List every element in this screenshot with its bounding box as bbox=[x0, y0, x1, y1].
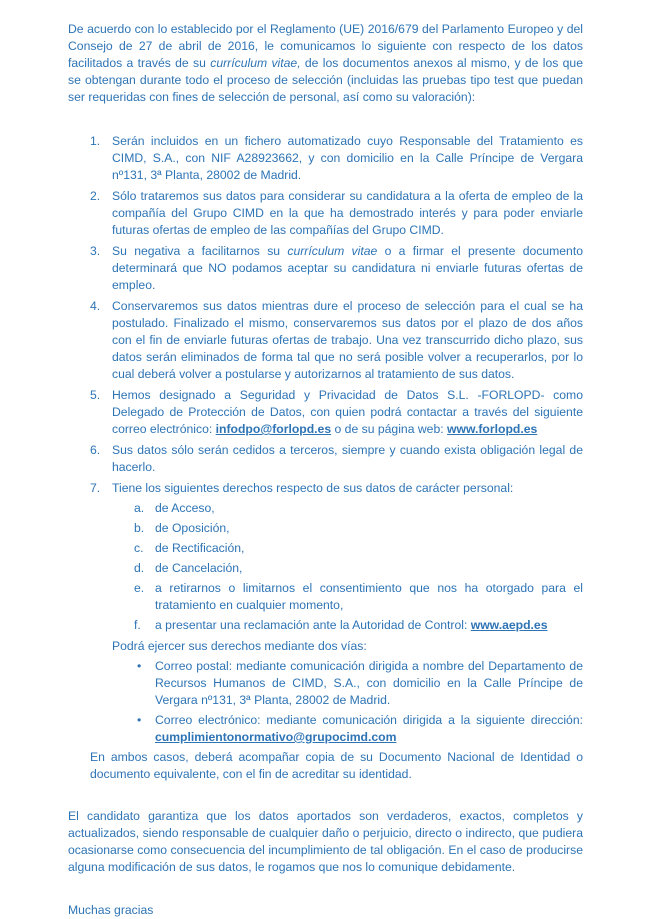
item-text-end: o a firmar el presente documento determinará que NO podamos aceptar su candidatura ni enviarle futuras ofertas de empleo. bbox=[112, 244, 584, 292]
rights-letter: c. bbox=[134, 541, 144, 555]
thanks-line: Muchas gracias bbox=[68, 903, 154, 917]
list-item bbox=[68, 243, 583, 294]
item-number: 7. bbox=[90, 481, 101, 495]
rights-letter: b. bbox=[134, 521, 145, 535]
rights-list bbox=[112, 500, 583, 634]
item-number: 5. bbox=[90, 388, 101, 402]
list-item bbox=[68, 387, 583, 438]
intro-paragraph bbox=[68, 21, 583, 106]
rights-letter: e. bbox=[134, 581, 145, 595]
contact-method-text: Correo postal: mediante comunicación dirigida a nombre del Departamento de Recursos Humanos de CIMD, S.A., con domicilio en la Calle Príncipe de Vergara nº131, 3ª Planta, 28002 de Madrid. bbox=[155, 659, 583, 707]
dpo-email-link[interactable]: infodpo@forlopd.es bbox=[215, 422, 332, 436]
both-cases-paragraph: En ambos casos, deberá acompañar copia de su Documento Nacional de Identidad o documento equivalente, con el fin de acreditar su identidad. bbox=[90, 750, 583, 781]
item-number: 3. bbox=[90, 244, 101, 258]
item-text: Conservaremos sus datos mientras dure el proceso de selección para el cual se ha postulado. Finalizado el mismo, conservaremos sus datos por el plazo de dos años con el fin de enviarle futuras ofertas de trabajo. Una vez transcurrido dicho plazo, sus datos serán eliminados de forma tal que no será posible volver a recuperarlos, por lo cual deberá volver a postularse y autorizarnos al tratamiento de sus datos. bbox=[112, 299, 583, 381]
list-item bbox=[68, 188, 583, 239]
rights-text: de Rectificación, bbox=[155, 541, 245, 555]
rights-item bbox=[112, 580, 583, 614]
item-number: 1. bbox=[90, 134, 101, 148]
intro-text-end: de los documentos anexos al mismo, y de los que se obtengan durante todo el proceso de selección (incluidas las pruebas tipo test que puedan ser requeridas con fines de selección de personal, así como su valoración): bbox=[68, 56, 583, 104]
item-number: 4. bbox=[90, 299, 101, 313]
rights-letter: d. bbox=[134, 561, 145, 575]
item-text: Tiene los siguientes derechos respecto de sus datos de carácter personal: bbox=[112, 481, 514, 495]
item-text: Serán incluidos en un fichero automatizado cuyo Responsable del Tratamiento es CIMD, S.A., con NIF A28923662, y con domicilio en la Calle Príncipe de Vergara nº131, 3ª Planta, 28002 de Madrid. bbox=[112, 134, 583, 182]
rights-text: de Oposición, bbox=[155, 521, 230, 535]
rights-item bbox=[112, 560, 583, 577]
rights-text: de Cancelación, bbox=[155, 561, 243, 575]
compliance-email-link[interactable]: cumplimientonormativo@grupocimd.com bbox=[155, 730, 397, 744]
rights-letter: f. bbox=[134, 618, 141, 632]
rights-item bbox=[112, 520, 583, 537]
rights-letter: a. bbox=[134, 501, 145, 515]
privacy-notice-document bbox=[68, 21, 583, 919]
contact-method-item bbox=[68, 658, 583, 709]
item-number: 6. bbox=[90, 443, 101, 457]
item-number: 2. bbox=[90, 189, 101, 203]
bullet-icon: • bbox=[137, 713, 142, 727]
intro-emphasis: currículum vitae, bbox=[210, 56, 301, 70]
contact-methods-list bbox=[68, 658, 583, 746]
numbered-list bbox=[68, 133, 583, 634]
item-text: Sólo trataremos sus datos para considerar su candidatura a la oferta de empleo de la compañía del Grupo CIMD en la que ha demostrado interés y para poder enviarle futuras ofertas de empleo de las compañías del Grupo CIMD. bbox=[112, 189, 583, 237]
rights-item bbox=[112, 617, 583, 634]
rights-text: de Acceso, bbox=[155, 501, 215, 515]
contact-method-text: Correo electrónico: mediante comunicación dirigida a la siguiente dirección: bbox=[155, 713, 583, 727]
guarantee-paragraph: El candidato garantiza que los datos aportados son verdaderos, exactos, completos y actualizados, siendo responsable de cualquier daño o perjuicio, directo o indirecto, que pudiera ocasionarse como consecuencia del incumplimiento de tal obligación. En el caso de producirse alguna modificación de sus datos, le rogamos que nos lo comunique debidamente. bbox=[68, 809, 583, 874]
rights-item bbox=[112, 500, 583, 517]
rights-item bbox=[112, 540, 583, 557]
rights-text: a presentar una reclamación ante la Autoridad de Control: bbox=[155, 618, 471, 632]
item-text-start: Hemos designado a Seguridad y Privacidad de Datos S.L. -FORLOPD- como Delegado de Protección de Datos, con quien podrá contactar a través del siguiente correo electrónico: bbox=[112, 388, 583, 436]
list-item bbox=[68, 133, 583, 184]
item-text-start: Su negativa a facilitarnos su bbox=[112, 244, 288, 258]
item-emphasis: currículum vitae bbox=[287, 244, 378, 258]
item-text: Sus datos sólo serán cedidos a terceros, siempre y cuando exista obligación legal de hacerlo. bbox=[112, 443, 583, 474]
list-item bbox=[68, 442, 583, 476]
dpo-website-link[interactable]: www.forlopd.es bbox=[447, 422, 538, 436]
ways-intro: Podrá ejercer sus derechos mediante dos vías: bbox=[112, 639, 367, 653]
list-item bbox=[68, 298, 583, 383]
bullet-icon: • bbox=[137, 659, 142, 673]
contact-method-item bbox=[68, 712, 583, 746]
intro-text-start: De acuerdo con lo establecido por el Reglamento (UE) 2016/679 del Parlamento Europeo y del Consejo de 27 de abril de 2016, le comunicamos lo siguiente con respecto de los datos facilitados a través de su bbox=[68, 22, 583, 70]
list-item bbox=[68, 480, 583, 634]
item-text-middle: o de su página web: bbox=[331, 422, 447, 436]
aepd-link[interactable]: www.aepd.es bbox=[470, 618, 548, 632]
rights-text: a retirarnos o limitarnos el consentimiento que nos ha otorgado para el tratamiento en cualquier momento, bbox=[155, 581, 583, 612]
